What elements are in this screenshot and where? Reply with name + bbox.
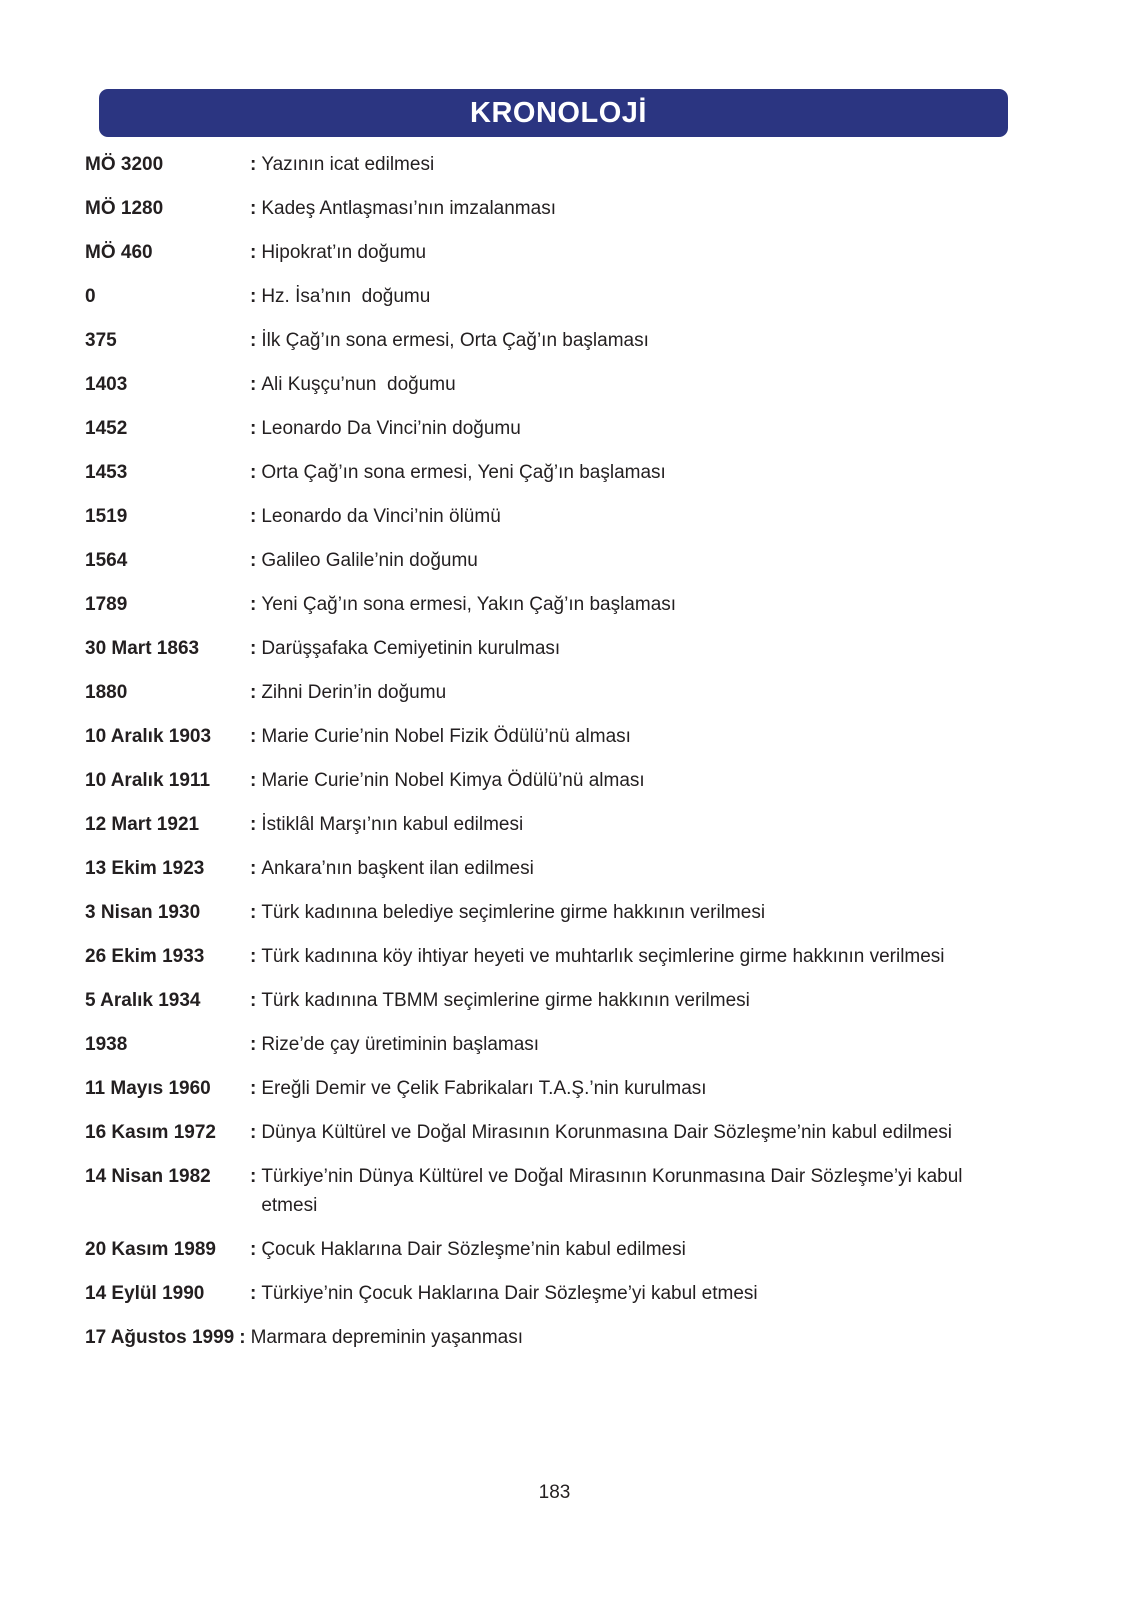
page-number: 183 [538,1482,571,1503]
entry-separator: : [250,286,257,307]
entry-separator: : [250,946,257,967]
entry-event: Ereğli Demir ve Çelik Fabrikaları T.A.Ş.’nin kurulması [261,1078,707,1099]
entry-date: MÖ 1280 [85,198,164,219]
chronology-entry [85,986,1015,1015]
chronology-entry [85,502,1015,531]
entry-event: Türk kadınına köy ihtiyar heyeti ve muhtarlık seçimlerine girme hakkının verilmesi [261,946,945,967]
entry-separator: : [250,770,257,791]
entry-date: 1564 [85,550,128,571]
entry-event: Leonardo Da Vinci’nin doğumu [261,418,521,439]
chronology-entry [85,238,1015,267]
entry-date: 16 Kasım 1972 [85,1122,216,1143]
entry-date: 13 Ekim 1923 [85,858,205,879]
entry-separator: : [250,858,257,879]
chronology-entry [85,722,1015,751]
entry-separator: : [250,594,257,615]
entry-date: 1452 [85,418,128,439]
entry-separator: : [250,1283,257,1304]
chronology-entry [85,590,1015,619]
entry-date: 30 Mart 1863 [85,638,200,659]
entry-event: Türk kadınına TBMM seçimlerine girme hakkının verilmesi [261,990,750,1011]
entry-separator: : [250,374,257,395]
entry-separator: : [250,902,257,923]
entry-event: Galileo Galile’nin doğumu [261,550,478,571]
entry-date: MÖ 460 [85,242,153,263]
chronology-entry [85,810,1015,839]
entry-date: 14 Nisan 1982 [85,1166,211,1187]
entry-date: 26 Ekim 1933 [85,946,205,967]
entry-date: 1938 [85,1034,128,1055]
entry-event: Marie Curie’nin Nobel Fizik Ödülü’nü alması [261,726,631,747]
entry-separator: : [250,1078,257,1099]
entry-separator: : [250,242,257,263]
chronology-entry [85,1323,1015,1352]
entry-event: İlk Çağ’ın sona ermesi, Orta Çağ’ın başlaması [261,330,649,351]
entry-separator: : [250,638,257,659]
entry-event: Zihni Derin’in doğumu [261,682,447,703]
entry-date: 1880 [85,682,128,703]
entry-event: Leonardo da Vinci’nin ölümü [261,506,501,527]
entry-event: Hz. İsa’nın doğumu [261,286,431,307]
entry-separator: : [250,330,257,351]
chronology-entry [85,1118,1015,1147]
entry-date: 17 Ağustos 1999 [85,1327,235,1348]
entry-separator: : [250,990,257,1011]
entry-separator: : [250,1239,257,1260]
chronology-entry [85,766,1015,795]
entry-date: 10 Aralık 1911 [85,770,211,791]
chronology-entry [85,150,1015,179]
entry-separator: : [250,726,257,747]
chronology-entry [85,414,1015,443]
entry-event: Yazının icat edilmesi [261,154,435,175]
entry-date: 0 [85,286,96,307]
entry-event: Yeni Çağ’ın sona ermesi, Yakın Çağ’ın başlaması [261,594,677,615]
entry-separator: : [250,814,257,835]
entry-event: Dünya Kültürel ve Doğal Mirasının Korunmasına Dair Sözleşme’nin kabul edilmesi [261,1122,952,1143]
chronology-entry [85,1162,1015,1220]
entry-event: Türkiye’nin Dünya Kültürel ve Doğal Mirasının Korunmasına Dair Sözleşme’yi kabul etmesi [261,1166,963,1216]
entry-date: 10 Aralık 1903 [85,726,212,747]
entry-event: Marmara depreminin yaşanması [250,1327,524,1348]
chronology-entry [85,326,1015,355]
chronology-entry [85,678,1015,707]
entry-separator: : [250,154,257,175]
entry-event: Hipokrat’ın doğumu [261,242,427,263]
chronology-entry [85,546,1015,575]
chronology-entry [85,1235,1015,1264]
entry-separator: : [250,1034,257,1055]
entry-date: 5 Aralık 1934 [85,990,201,1011]
entry-date: MÖ 3200 [85,154,164,175]
page-title: KRONOLOJİ [470,96,647,129]
chronology-entry [85,942,1015,971]
entry-date: 1519 [85,506,128,527]
entry-separator: : [250,550,257,571]
entry-separator: : [250,506,257,527]
entry-date: 1403 [85,374,128,395]
entry-date: 11 Mayıs 1960 [85,1078,211,1099]
entry-event: Orta Çağ’ın sona ermesi, Yeni Çağ’ın başlaması [261,462,666,483]
title-banner [99,89,1008,137]
entry-event: Türkiye’nin Çocuk Haklarına Dair Sözleşme’yi kabul etmesi [261,1283,758,1304]
chronology-entry [85,1074,1015,1103]
chronology-list [85,150,1015,1367]
entry-date: 1453 [85,462,128,483]
entry-event: Ali Kuşçu’nun doğumu [261,374,456,395]
entry-separator: : [239,1327,246,1348]
entry-separator: : [250,462,257,483]
entry-date: 20 Kasım 1989 [85,1239,216,1260]
chronology-entry [85,194,1015,223]
chronology-entry [85,370,1015,399]
entry-event: Türk kadınına belediye seçimlerine girme hakkının verilmesi [261,902,766,923]
entry-event: Rize’de çay üretiminin başlaması [261,1034,540,1055]
entry-date: 375 [85,330,117,351]
chronology-entry [85,458,1015,487]
entry-date: 12 Mart 1921 [85,814,200,835]
chronology-entry [85,634,1015,663]
chronology-entry [85,1030,1015,1059]
entry-separator: : [250,418,257,439]
entry-separator: : [250,682,257,703]
entry-event: Kadeş Antlaşması’nın imzalanması [261,198,556,219]
entry-event: İstiklâl Marşı’nın kabul edilmesi [261,814,524,835]
entry-event: Ankara’nın başkent ilan edilmesi [261,858,534,879]
chronology-entry [85,854,1015,883]
chronology-entry [85,282,1015,311]
entry-date: 3 Nisan 1930 [85,902,201,923]
entry-date: 14 Eylül 1990 [85,1283,205,1304]
entry-date: 1789 [85,594,128,615]
entry-event: Marie Curie’nin Nobel Kimya Ödülü’nü alması [261,770,645,791]
chronology-entry [85,898,1015,927]
entry-event: Darüşşafaka Cemiyetinin kurulması [261,638,561,659]
entry-separator: : [250,198,257,219]
entry-event: Çocuk Haklarına Dair Sözleşme’nin kabul edilmesi [261,1239,686,1260]
entry-separator: : [250,1166,257,1187]
chronology-entry [85,1279,1015,1308]
entry-separator: : [250,1122,257,1143]
